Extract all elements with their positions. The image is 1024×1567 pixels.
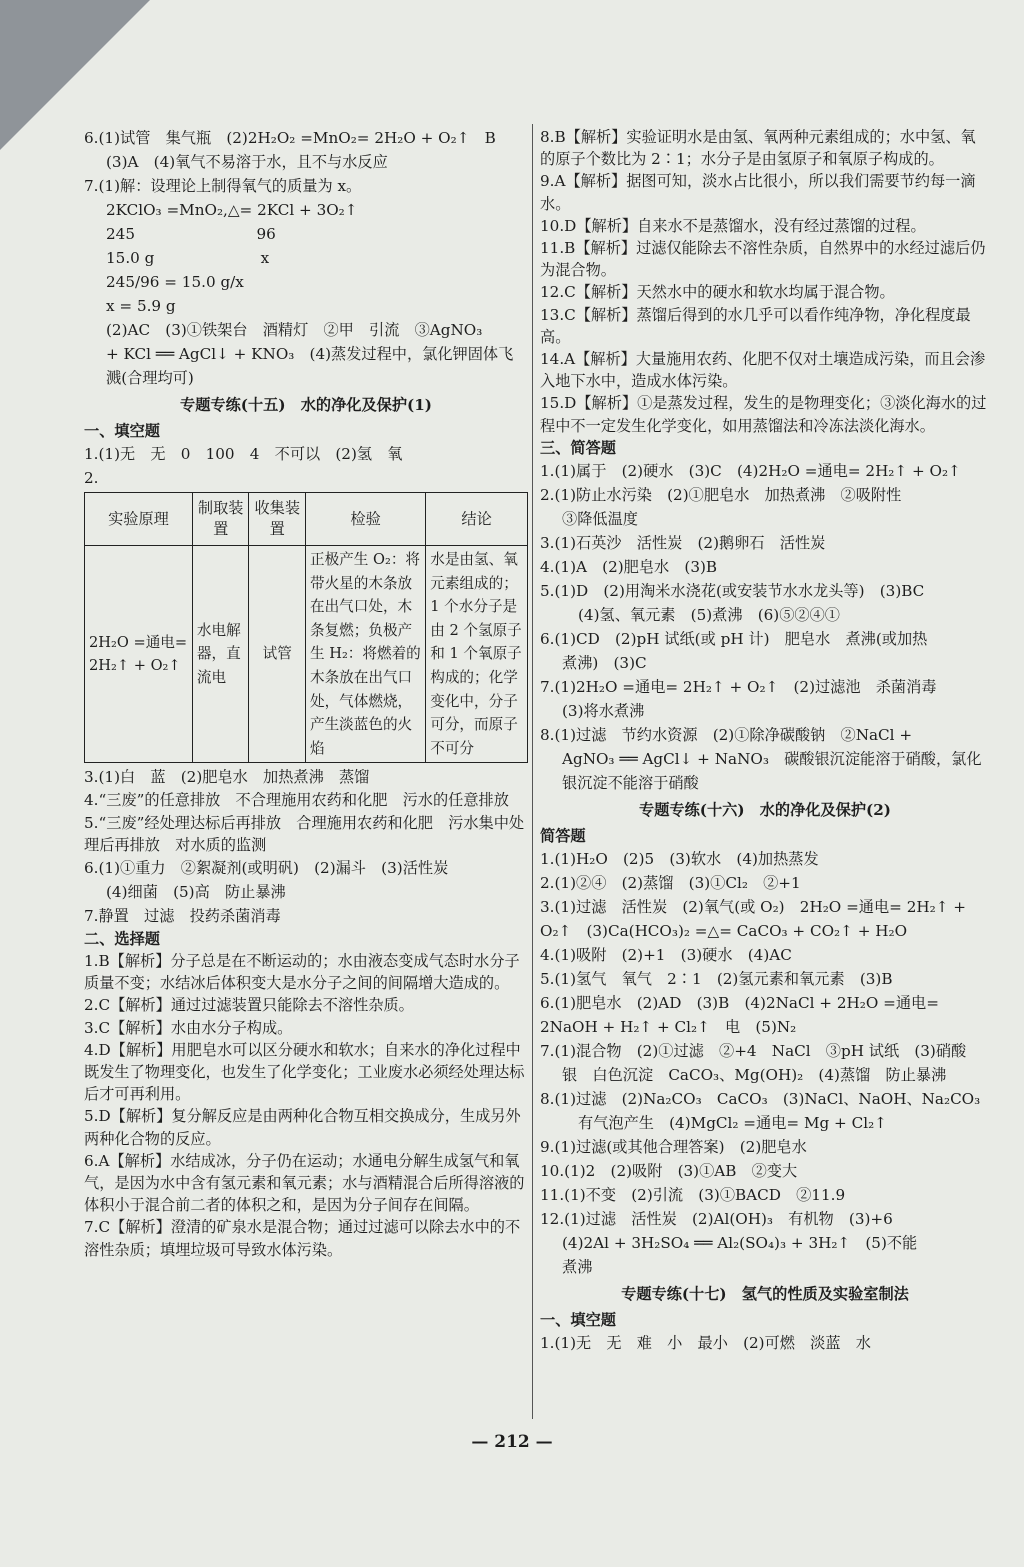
answer-line: 12.(1)过滤 活性炭 (2)Al(OH)₃ 有机物 (3)+6 — [540, 1209, 893, 1228]
answer-line: 8.(1)过滤 节约水资源 (2)①除净碳酸钠 ②NaCl + — [540, 725, 913, 744]
answer-line: 7.(1)解：设理论上制得氧气的质量为 x。 — [84, 177, 362, 195]
answer-line: 4.(1)吸附 (2)+1 (3)硬水 (4)AC — [540, 945, 792, 964]
equation-line: x = 5.9 g — [106, 297, 176, 315]
answer-line: O₂↑ (3)Ca(HCO₃)₂ =△= CaCO₃ + CO₂↑ + H₂O — [540, 921, 908, 940]
table-header: 制取装置 — [192, 493, 249, 546]
equation-line: 15.0 g x — [106, 249, 270, 267]
answer-line: (3)A (4)氧气不易溶于水，且不与水反应 — [106, 153, 388, 171]
answer-line: 银沉淀不能溶于硝酸 — [562, 773, 699, 792]
answer-line: 煮沸 — [562, 1257, 593, 1276]
answer-line: 有气泡产生 (4)MgCl₂ =通电= Mg + Cl₂↑ — [578, 1113, 887, 1132]
table-cell: 水电解器，直流电 — [192, 546, 249, 763]
answer-line: 2.(1)防止水污染 (2)①肥皂水 加热煮沸 ②吸附性 — [540, 485, 902, 504]
section-title-16: 专题专练(十六) 水的净化及保护(2) — [639, 800, 891, 819]
choice-answer: 7.C【解析】澄清的矿泉水是混合物；通过过滤可以除去水中的不溶性杂质；填埋垃圾可导致水体污染。 — [84, 1218, 521, 1259]
table-cell: 水是由氢、氧元素组成的；1 个水分子是由 2 个氢原子和 1 个氧原子构成的；化学变化中，分子可分，而原子不可分 — [426, 546, 528, 763]
answer-line: ③降低温度 — [562, 509, 638, 528]
answer-line: 煮沸) (3)C — [562, 653, 647, 672]
answer-line: 1.(1)无 无 0 100 4 不可以 (2)氢 氧 — [84, 445, 403, 463]
experiment-table — [84, 492, 528, 763]
answer-line: 2. — [84, 469, 99, 487]
answer-line: 溅(合理均可) — [106, 369, 194, 387]
choice-answer: 13.C【解析】蒸馏后得到的水几乎可以看作纯净物，净化程度最高。 — [540, 305, 971, 346]
subsection-title: 简答题 — [540, 826, 586, 845]
choice-answer: 3.C【解析】水由水分子构成。 — [84, 1018, 293, 1037]
table-cell: 2H₂O =通电= 2H₂↑ + O₂↑ — [85, 546, 193, 763]
choice-answer: 5.D【解析】复分解反应是由两种化合物互相交换成分，生成另外两种化合物的反应。 — [84, 1107, 521, 1148]
answer-line: 10.(1)2 (2)吸附 (3)①AB ②变大 — [540, 1161, 798, 1180]
choice-answer: 8.B【解析】实验证明水是由氢、氧两种元素组成的；水中氢、氧的原子个数比为 2∶1；水分子是由氢原子和氧原子构成的。 — [540, 128, 976, 169]
answer-line: + KCl ══ AgCl↓ + KNO₃ (4)蒸发过程中，氯化钾固体飞 — [106, 345, 514, 363]
page-number: — 212 — — [471, 1432, 553, 1452]
answer-line: 5.(1)氢气 氧气 2∶1 (2)氢元素和氧元素 (3)B — [540, 969, 893, 988]
subsection-title: 一、填空题 — [84, 422, 160, 440]
answer-line: 2NaOH + H₂↑ + Cl₂↑ 电 (5)N₂ — [540, 1017, 797, 1036]
section-title-15: 专题专练(十五) 水的净化及保护(1) — [180, 396, 432, 414]
answer-line: (3)将水煮沸 — [562, 701, 645, 720]
answer-line: 4.“三废”的任意排放 不合理施用农药和化肥 污水的任意排放 — [84, 791, 509, 810]
answer-line: 3.(1)过滤 活性炭 (2)氧气(或 O₂) 2H₂O =通电= 2H₂↑ + — [540, 897, 966, 916]
answer-line: 6.(1)CD (2)pH 试纸(或 pH 计) 肥皂水 煮沸(或加热 — [540, 629, 928, 648]
answer-line: 7.(1)2H₂O =通电= 2H₂↑ + O₂↑ (2)过滤池 杀菌消毒 — [540, 677, 937, 696]
table-header: 结论 — [426, 493, 528, 546]
choice-answer: 10.D【解析】自来水不是蒸馏水，没有经过蒸馏的过程。 — [540, 216, 926, 235]
choice-answer: 6.A【解析】水结成冰，分子仍在运动；水通电分解生成氢气和氧气，是因为水中含有氢元素和氧元素；水与酒精混合后所得溶液的体积小于混合前二者的体积之和，是因为分子间存在间隔。 — [84, 1151, 525, 1215]
answer-line: 11.(1)不变 (2)引流 (3)①BACD ②11.9 — [540, 1185, 846, 1204]
answer-line: 1.(1)H₂O (2)5 (3)软水 (4)加热蒸发 — [540, 849, 819, 868]
table-header: 收集装置 — [249, 493, 306, 546]
answer-line: AgNO₃ ══ AgCl↓ + NaNO₃ 碳酸银沉淀能溶于硝酸，氯化 — [562, 749, 982, 768]
answer-line: 6.(1)①重力 ②絮凝剂(或明矾) (2)漏斗 (3)活性炭 — [84, 858, 449, 877]
column-divider — [532, 124, 533, 1419]
choice-answer: 1.B【解析】分子总是在不断运动的；水由液态变成气态时水分子质量不变；水结冰后体积变大是水分子之间的间隔增大造成的。 — [84, 951, 520, 993]
answer-line: 3.(1)白 蓝 (2)肥皂水 加热煮沸 蒸馏 — [84, 768, 370, 787]
choice-answer: 2.C【解析】通过过滤装置只能除去不溶性杂质。 — [84, 996, 414, 1015]
table-header: 实验原理 — [85, 493, 193, 546]
answer-line: 5.(1)D (2)用淘米水浇花(或安装节水水龙头等) (3)BC — [540, 581, 925, 600]
right-column — [540, 126, 990, 1355]
answer-line: 9.(1)过滤(或其他合理答案) (2)肥皂水 — [540, 1137, 807, 1156]
choice-answer: 15.D【解析】①是蒸发过程，发生的是物理变化；③淡化海水的过程中不一定发生化学变化，如用蒸馏法和冷冻法淡化海水。 — [540, 394, 987, 435]
answer-line: 1.(1)无 无 难 小 最小 (2)可燃 淡蓝 水 — [540, 1333, 871, 1352]
choice-answer: 9.A【解析】据图可知，淡水占比很小，所以我们需要节约每一滴水。 — [540, 172, 976, 213]
answer-line: 2.(1)②④ (2)蒸馏 (3)①Cl₂ ②+1 — [540, 873, 801, 892]
subsection-title: 二、选择题 — [84, 929, 160, 948]
choice-answer: 4.D【解析】用肥皂水可以区分硬水和软水；自来水的净化过程中既发生了物理变化，也发生了化学变化；工业废水必须经处理达标后才可再利用。 — [84, 1040, 525, 1104]
table-cell: 试管 — [249, 546, 306, 763]
equation-line: 245/96 = 15.0 g/x — [106, 273, 244, 291]
answer-line: 5.“三废”经处理达标后再排放 合理施用农药和化肥 污水集中处理后再排放 对水质的监测 — [84, 813, 525, 854]
answer-line: (4)氢、氧元素 (5)煮沸 (6)⑤②④① — [578, 605, 840, 624]
choice-answer: 12.C【解析】天然水中的硬水和软水均属于混合物。 — [540, 283, 895, 302]
answer-line: 8.(1)过滤 (2)Na₂CO₃ CaCO₃ (3)NaCl、NaOH、Na₂CO₃ — [540, 1089, 981, 1108]
answer-line: 6.(1)试管 集气瓶 (2)2H₂O₂ =MnO₂= 2H₂O + O₂↑ B — [84, 129, 496, 147]
answer-line: 1.(1)属于 (2)硬水 (3)C (4)2H₂O =通电= 2H₂↑ + O₂↑ — [540, 461, 961, 480]
subsection-title: 三、简答题 — [540, 438, 616, 457]
answer-line: 银 白色沉淀 CaCO₃、Mg(OH)₂ (4)蒸馏 防止暴沸 — [562, 1065, 947, 1084]
answer-line: 3.(1)石英沙 活性炭 (2)鹅卵石 活性炭 — [540, 533, 826, 552]
answer-line: (4)2Al + 3H₂SO₄ ══ Al₂(SO₄)₃ + 3H₂↑ (5)不能 — [562, 1233, 918, 1252]
table-header: 检验 — [305, 493, 425, 546]
left-column — [84, 126, 528, 1261]
equation-line: 245 96 — [106, 225, 276, 243]
answer-line: 7.静置 过滤 投药杀菌消毒 — [84, 906, 281, 925]
choice-answer: 11.B【解析】过滤仅能除去不溶性杂质，自然界中的水经过滤后仍为混合物。 — [540, 239, 986, 280]
answer-line: 6.(1)肥皂水 (2)AD (3)B (4)2NaCl + 2H₂O =通电= — [540, 993, 939, 1012]
table-cell: 正极产生 O₂：将带火星的木条放在出气口处，木条复燃；负极产生 H₂：将燃着的木条放在出气口处，气体燃烧，产生淡蓝色的火焰 — [305, 546, 425, 763]
subsection-title: 一、填空题 — [540, 1310, 616, 1329]
section-title-17: 专题专练(十七) 氢气的性质及实验室制法 — [621, 1284, 909, 1303]
choice-answer: 14.A【解析】大量施用农药、化肥不仅对土壤造成污染，而且会渗入地下水中，造成水体污染。 — [540, 350, 986, 391]
answer-line: (2)AC (3)①铁架台 酒精灯 ②甲 引流 ③AgNO₃ — [106, 321, 483, 339]
answer-line: (4)细菌 (5)高 防止暴沸 — [106, 882, 286, 901]
page-corner-fold — [0, 0, 150, 150]
answer-line: 7.(1)混合物 (2)①过滤 ②+4 NaCl ③pH 试纸 (3)硝酸 — [540, 1041, 967, 1060]
answer-line: 4.(1)A (2)肥皂水 (3)B — [540, 557, 718, 576]
equation-line: 2KClO₃ =MnO₂,△= 2KCl + 3O₂↑ — [106, 201, 358, 219]
